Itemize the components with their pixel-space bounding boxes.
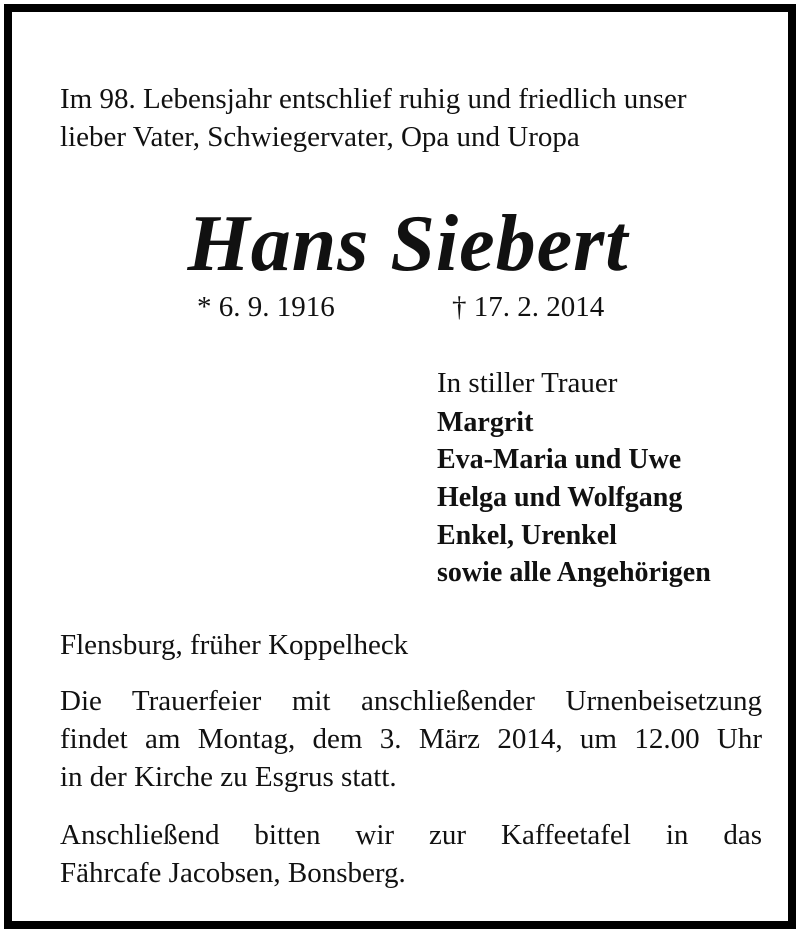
death-date: † 17. 2. 2014	[452, 291, 605, 323]
mourner-name: Margrit	[437, 407, 534, 438]
coffee-line-2: Fährcafe Jacobsen, Bonsberg.	[60, 857, 406, 889]
obituary-notice	[4, 4, 796, 929]
mourner-name: Eva-Maria und Uwe	[437, 444, 682, 475]
ceremony-line-2: findet am Montag, dem 3. März 2014, um 12.00 Uhr	[60, 723, 762, 755]
ceremony-line-1: Die Trauerfeier mit anschließender Urnenbeisetzung	[60, 685, 762, 717]
mourner-name: Helga und Wolfgang	[437, 482, 683, 513]
intro-line-2: lieber Vater, Schwiegervater, Opa und Uropa	[60, 121, 580, 153]
ceremony-paragraph	[60, 682, 762, 796]
mourner-name: Enkel, Urenkel	[437, 520, 617, 551]
intro-line-1: Im 98. Lebensjahr entschlief ruhig und friedlich unser	[60, 83, 687, 115]
coffee-paragraph	[60, 816, 762, 892]
coffee-line-1: Anschließend bitten wir zur Kaffeetafel in das	[60, 819, 762, 851]
ceremony-line-3: in der Kirche zu Esgrus statt.	[60, 761, 397, 793]
place-of-residence: Flensburg, früher Koppelheck	[60, 629, 409, 661]
birth-date: * 6. 9. 1916	[197, 291, 335, 323]
mourning-intro: In stiller Trauer	[437, 367, 618, 399]
mourner-name: sowie alle Angehörigen	[437, 557, 711, 588]
deceased-name: Hans Siebert	[187, 200, 629, 288]
